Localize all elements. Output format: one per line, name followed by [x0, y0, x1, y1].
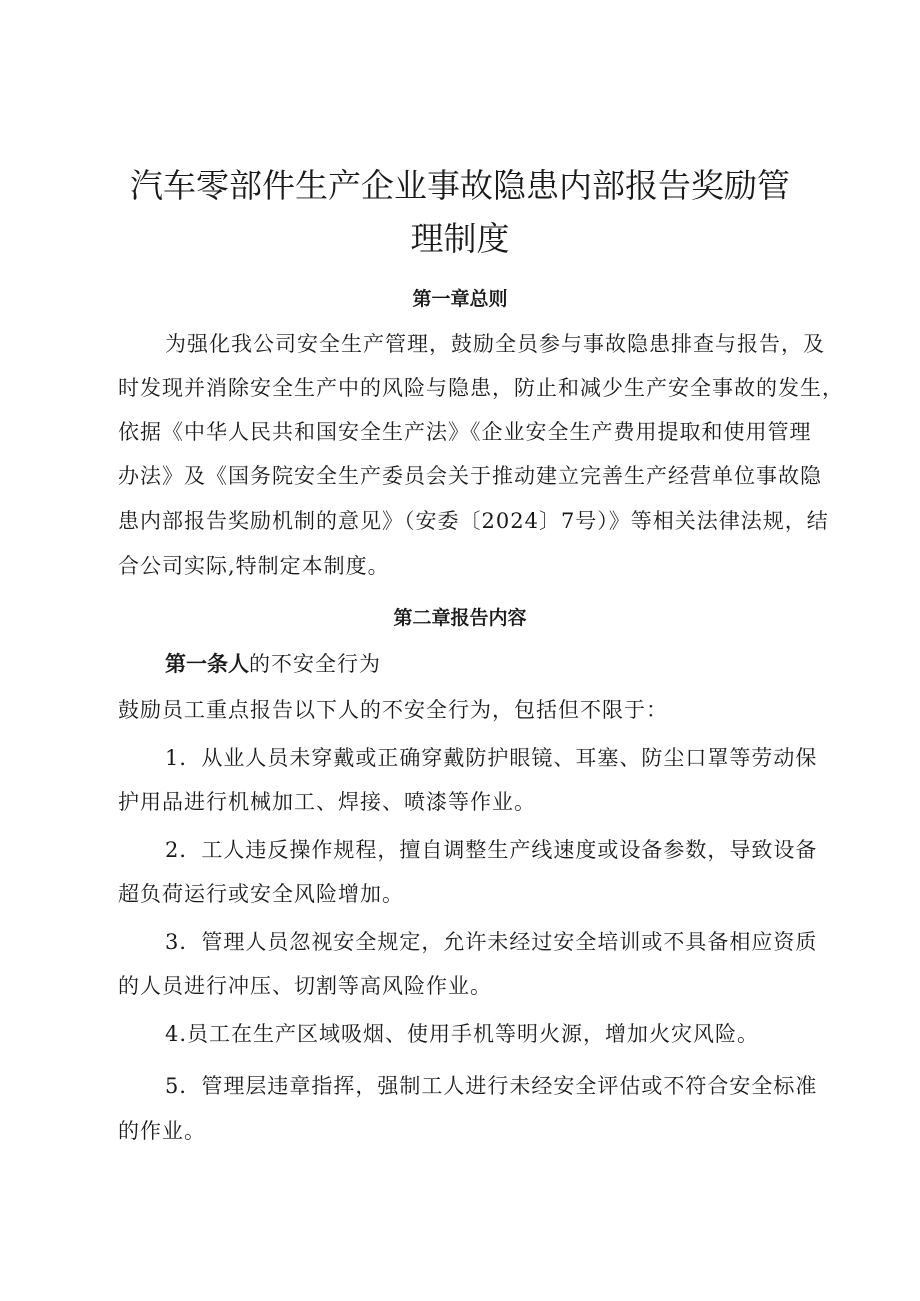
general-paragraph-line: 合公司实际,特制定本制度。 [118, 554, 390, 578]
general-paragraph-line: 为强化我公司安全生产管理，鼓励全员参与事故隐患排查与报告，及 [165, 332, 825, 356]
list-intro: 鼓励员工重点报告以下人的不安全行为，包括但不限于： [118, 698, 668, 722]
list-item-line: 的人员进行冲压、切割等高风险作业。 [118, 974, 492, 998]
list-item-line: 2．工人违反操作规程，擅自调整生产线速度或设备参数，导致设备 [165, 838, 818, 862]
chapter-heading-general: 第一章总则 [412, 288, 508, 310]
article-label: 第一条人 [165, 652, 249, 676]
general-paragraph-line: 办法》及《国务院安全生产委员会关于推动建立完善生产经营单位事故隐 [118, 464, 822, 488]
article-heading [165, 648, 381, 678]
list-item-line: 护用品进行机械加工、焊接、喷漆等作业。 [118, 790, 536, 814]
list-item-line: 5．管理层违章指挥，强制工人进行未经安全评估或不符合安全标准 [165, 1074, 818, 1098]
document-title-line1: 汽车零部件生产企业事故隐患内部报告奖励管 [130, 166, 790, 205]
general-paragraph-line: 时发现并消除安全生产中的风险与隐患，防止和减少生产安全事故的发生， [118, 376, 844, 400]
list-item-line: 的作业。 [118, 1119, 206, 1143]
document-title-line2: 理制度 [410, 219, 510, 258]
list-item-line: 超负荷运行或安全风险增加。 [118, 882, 404, 906]
chapter-heading-report-content: 第二章报告内容 [393, 607, 527, 629]
list-item-line: 4.员工在生产区域吸烟、使用手机等明火源，增加火灾风险。 [165, 1022, 760, 1046]
article-title: 的不安全行为 [249, 652, 381, 676]
general-paragraph-line: 依据《中华人民共和国安全生产法》《企业安全生产费用提取和使用管理 [118, 420, 812, 444]
list-item-line: 3．管理人员忽视安全规定，允许未经过安全培训或不具备相应资质 [165, 930, 818, 954]
list-item-line: 1．从业人员未穿戴或正确穿戴防护眼镜、耳塞、防尘口罩等劳动保 [165, 746, 818, 770]
general-paragraph-line: 患内部报告奖励机制的意见》（安委〔2024〕7号）》等相关法律法规，结 [118, 509, 829, 533]
